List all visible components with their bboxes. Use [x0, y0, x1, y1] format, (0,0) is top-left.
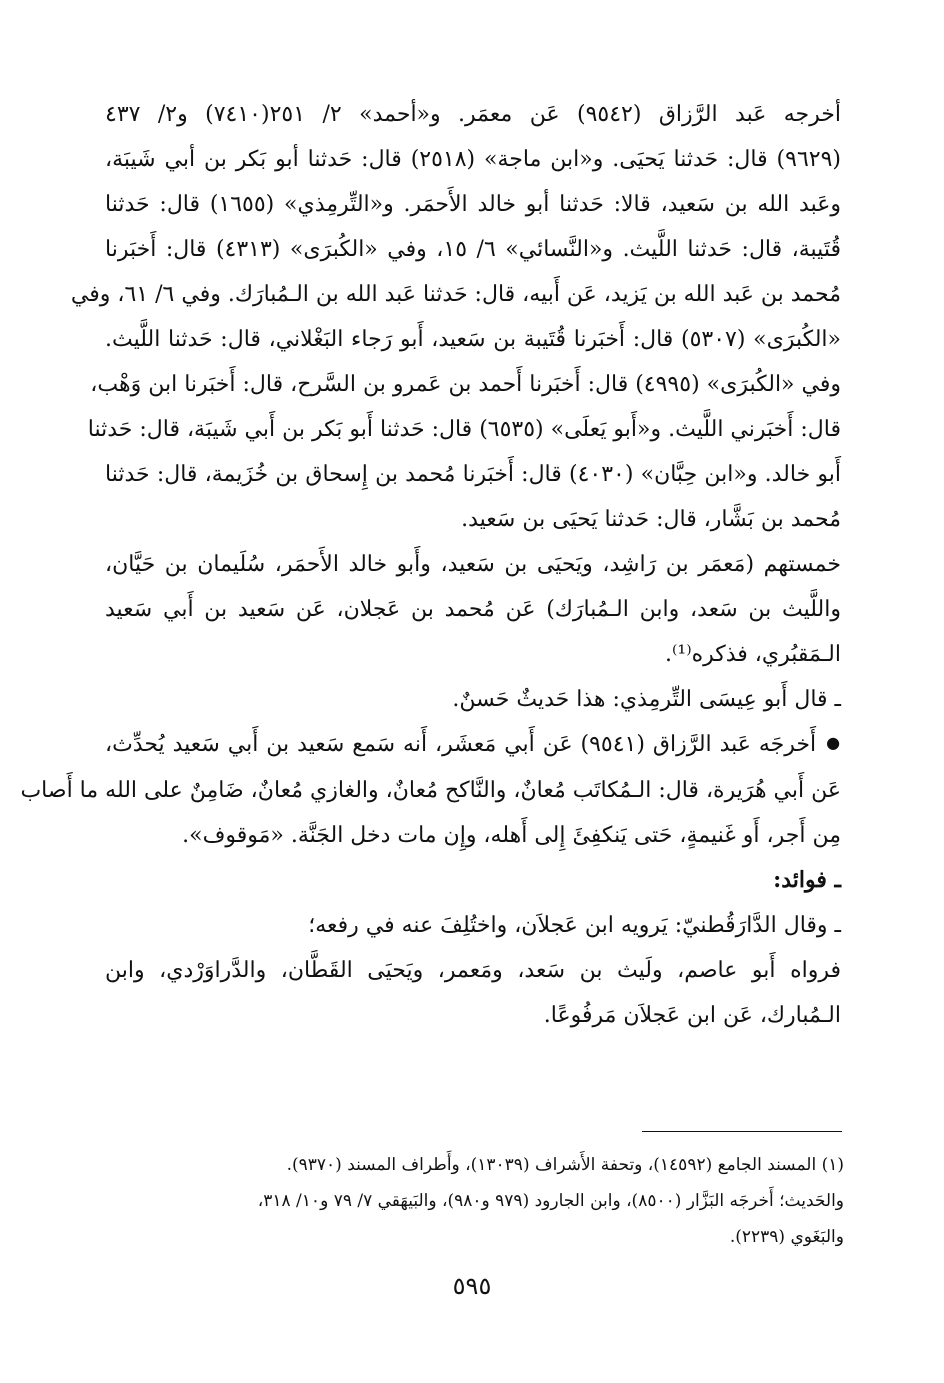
footnotes [100, 1147, 844, 1255]
text-line: واللَّيث بن سَعد، وابن الـمُبارَك) عَن مُحمد بن عَجلان، عَن سَعيد بن أَبي سَعيد [105, 597, 841, 622]
footnote-line: (١) المسند الجامع (١٤٥٩٢)، وتحفة الأَشراف (١٣٠٣٩)، وأَطراف المسند (٩٣٧٠). [286, 1155, 844, 1175]
text-line: ـ قال أَبو عِيسَى التِّرمِذي: هذا حَديثٌ حَسنٌ. [452, 687, 841, 712]
text-line: مِن أَجر، أَو غَنيمةٍ، حَتى يَنكفِئَ إِلى أَهله، وإِن مات دخل الجَنَّة. «مَوقوف». [182, 823, 841, 848]
text-line: ـ وقال الدَّارَقُطنيّ: يَرويه ابن عَجلاَن، واختُلِفَ عنه في رفعه؛ [308, 913, 841, 938]
text-line: أخرجه عَبد الرَّزاق (٩٥٤٢) عَن معمَر. و«أحمد» ٢/ ٢٥١(٧٤١٠) و٢/ ٤٣٧ [105, 102, 842, 127]
text-line: فرواه أَبو عاصم، ولَيث بن سَعد، ومَعمر، ويَحيَى القَطَّان، والدَّراوَرْدي، وابن [105, 958, 841, 983]
bullet-paragraph [20, 722, 841, 858]
text-line [105, 722, 841, 768]
text-line: عَن أَبي هُرَيرة، قال: الـمُكاتَب مُعانٌ، والنَّاكح مُعانٌ، والغازي مُعانٌ، ضَامِنٌ على الله ما أَصاب [20, 778, 841, 803]
text-line: الـمُبارك، عَن ابن عَجلاَن مَرفُوعًا. [543, 1003, 841, 1028]
footnote-divider [642, 1131, 842, 1132]
bullet-icon: ● [826, 733, 841, 752]
text-line: مُحمد بن عَبد الله بن يَزيد، عَن أَبيه، قال: حَدثنا عَبد الله بن الـمُبارَك. وفي ٦/ ٦١، وفي [70, 282, 841, 307]
text-line: (٩٦٢٩) قال: حَدثنا يَحيَى. و«ابن ماجة» (٢٥١٨) قال: حَدثنا أبو بَكر بن أبي شَيبَة، [105, 147, 841, 172]
main-text [20, 92, 842, 1038]
footnote-line: والحَديث؛ أَخرجَه البَزَّار (٨٥٠٠)، وابن الجارود (٩٧٩ و٩٨٠)، والبَيهَقي ٧/ ٧٩ و١٠/ ٣١٨، [257, 1191, 844, 1211]
fawaid-heading: ـ فوائد: [773, 867, 841, 893]
page-number: ٥٩٥ [452, 1272, 492, 1300]
final-paragraph [105, 948, 841, 1038]
narrators-paragraph [105, 542, 841, 677]
tirmidhi-verdict [105, 677, 841, 722]
takhrij-paragraph [70, 92, 842, 542]
fawaid-section [105, 858, 841, 948]
text-line: قُتَيبة، قال: حَدثنا اللَّيث. و«النَّسائي» ٦/ ١٥، وفي «الكُبرَى» (٤٣١٣) قال: أَخبَرنا [105, 237, 841, 262]
bullet-text: أَخرجَه عَبد الرَّزاق (٩٥٤١) عَن أَبي مَعشَر، أَنه سَمع سَعيد بن أَبي سَعيد يُحدِّث، [105, 732, 817, 757]
text-line: الـمَقبُري، فذكره⁽¹⁾. [664, 642, 841, 667]
text-line: وفي «الكُبرَى» (٤٩٩٥) قال: أَخبَرنا أَحمد بن عَمرو بن السَّرح، قال: أَخبَرنا ابن وَهْب، [90, 372, 841, 397]
text-line: مُحمد بن بَشَّار، قال: حَدثنا يَحيَى بن سَعيد. [461, 507, 841, 532]
text-line: خمستهم (مَعمَر بن رَاشِد، ويَحيَى بن سَعيد، وأَبو خالد الأَحمَر، سُلَيمان بن حَيَّان، [105, 552, 841, 577]
footnote-line: والبَغَوي (٢٢٣٩). [729, 1227, 844, 1247]
text-line: وعَبد الله بن سَعيد، قالا: حَدثنا أبو خالد الأَحمَر. و«التِّرمِذي» (١٦٥٥) قال: حَدثنا [105, 192, 841, 217]
text-line: «الكُبرَى» (٥٣٠٧) قال: أَخبَرنا قُتَيبة بن سَعيد، أَبو رَجاء البَغْلاني، قال: حَدثنا اللَّيث. [105, 327, 842, 352]
text-line: أَبو خالد. و«ابن حِبَّان» (٤٠٣٠) قال: أَخبَرنا مُحمد بن إِسحاق بن خُزَيمة، قال: حَدثنا [105, 462, 841, 487]
text-line: قال: أَخبَرني اللَّيث. و«أَبو يَعلَى» (٦٥٣٥) قال: حَدثنا أَبو بَكر بن أَبي شَيبَة، قال: حَدثنا [87, 417, 841, 442]
